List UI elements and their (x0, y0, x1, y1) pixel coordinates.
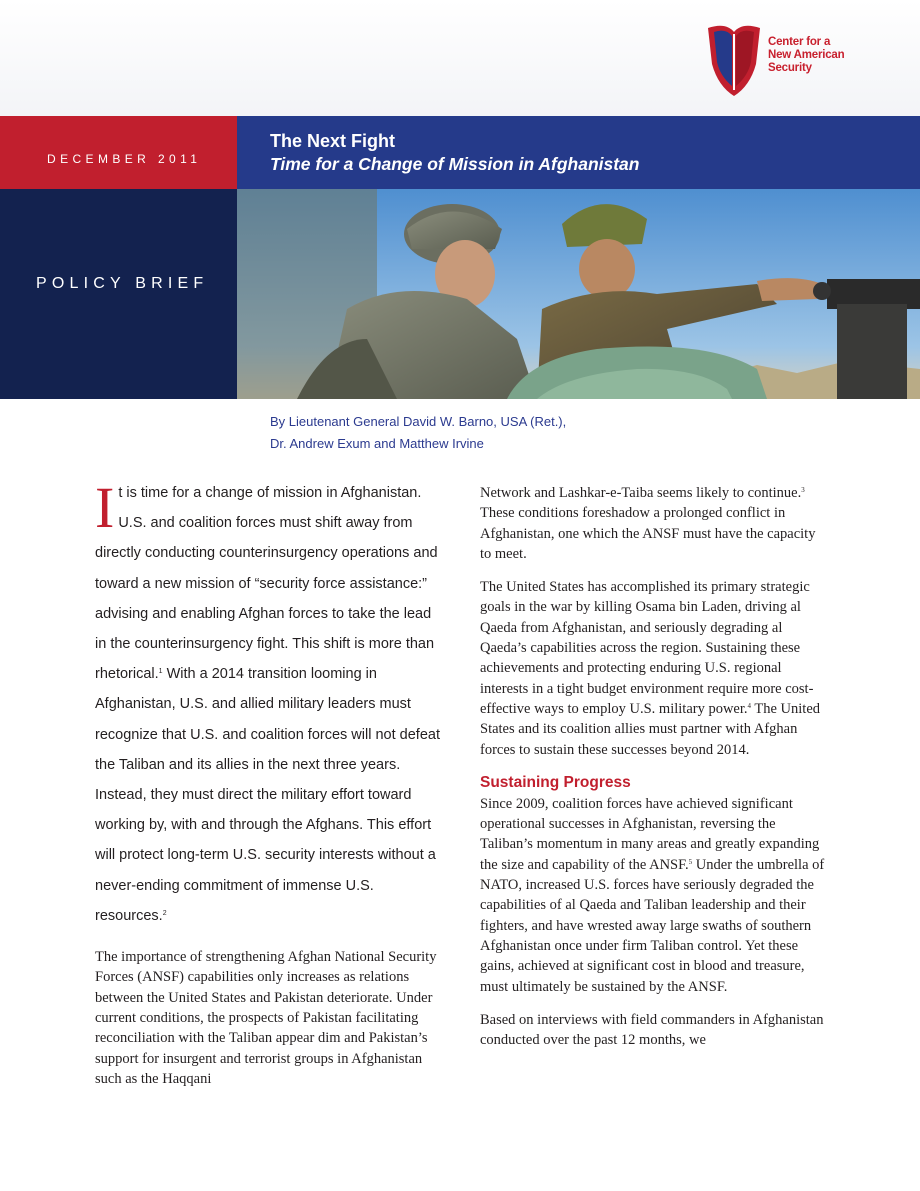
left-column (95, 475, 443, 1089)
footnote-ref-4: 4 (747, 701, 752, 710)
lead-paragraph: It is time for a change of mission in Afghanistan. U.S. and coalition forces must shift away from directly conducting counterinsurgency operations and toward a new mission of “security force assistance:” advising and enabling Afghan forces to take the lead in the counterinsurgency fight. This shift is more than rhetorical.$^1$ With a 2014 transition looming in Afghanistan, U.S. and allied military leaders must recognize that U.S. and coalition forces will not defeat the Taliban and its allies in the next three years. Instead, they must direct the military effort toward working by, with and through the Afghans. This effort will protect long-term U.S. security interests without a never-ending commitment of immense U.S. resources.$^2$ (95, 475, 440, 924)
page-header (0, 0, 920, 116)
org-name: Center for a New American Security (768, 36, 845, 74)
doc-type-panel (0, 189, 237, 399)
right-column (480, 483, 825, 1050)
footnote-ref-2: 2 (162, 909, 167, 917)
body-paragraph: Network and Lashkar-e-Taiba seems likely to continue.$^3$ These conditions foreshadow a prolonged conflict in Afghanistan, one which the ANSF must have the capacity to meet. (480, 485, 816, 562)
org-logo (706, 24, 866, 98)
body-paragraph: The importance of strengthening Afghan National Security Forces (ANSF) capabilities only increases as relations between the United States and Pakistan deteriorate. Under current conditions, the prospects of Pakistan facilitating reconciliation with the Taliban appear dim and Pakistan’s support for insurgent and terrorist groups in Afghanistan such as the Haqqani (95, 949, 437, 1087)
document-subtitle: Time for a Change of Mission in Afghanistan (270, 154, 640, 174)
byline (270, 411, 566, 455)
byline-line-2: Dr. Andrew Exum and Matthew Irvine (270, 436, 484, 451)
document-title: The Next Fight (270, 131, 395, 151)
body-paragraph: Based on interviews with field commanders in Afghanistan conducted over the past 12 months, we (480, 1011, 824, 1049)
byline-line-1: By Lieutenant General David W. Barno, USA (Ret.), (270, 414, 567, 429)
footnote-ref-5: 5 (688, 857, 693, 866)
footnote-ref-3: 3 (801, 486, 805, 494)
footnote-ref-1: 1 (158, 668, 163, 676)
section-heading: Sustaining Progress (480, 773, 631, 791)
drop-cap: I (95, 475, 115, 540)
doc-type-label: POLICY BRIEF (36, 275, 209, 292)
body-paragraph: Since 2009, coalition forces have achieved significant operational successes in Afghanistan, reversing the Taliban’s momentum in many areas and greatly expanding the size and capability of the ANSF.$^5$ Under the umbrella of NATO, increased U.S. forces have seriously degraded the capabilities of al Qaeda and Taliban leadership and their fighters, and have wrested away large swaths of southern Afghanistan once under firm Taliban control. Yet these gains, achieved at significant cost in blood and treasure, must ultimately be sustained by the ANSF. (480, 795, 825, 995)
soldiers-photo-image (237, 189, 920, 399)
title-banner (237, 116, 920, 189)
date-banner (0, 116, 237, 189)
body-paragraph: The United States has accomplished its primary strategic goals in the war by killing Osama bin Laden, driving al Qaeda from Afghanistan, and seriously degrading al Qaeda’s capabilities across the region. Sustaining these achievements and protecting enduring U.S. regional interests in a tight budget environment require more cost-effective ways to employ U.S. military power.$^4$ The United States and its coalition allies must partner with Afghan forces to sustain these successes beyond 2014. (480, 579, 821, 758)
publication-date: DECEMBER 2011 (47, 152, 202, 166)
shield-icon (706, 24, 762, 98)
cover-photo (237, 189, 920, 399)
